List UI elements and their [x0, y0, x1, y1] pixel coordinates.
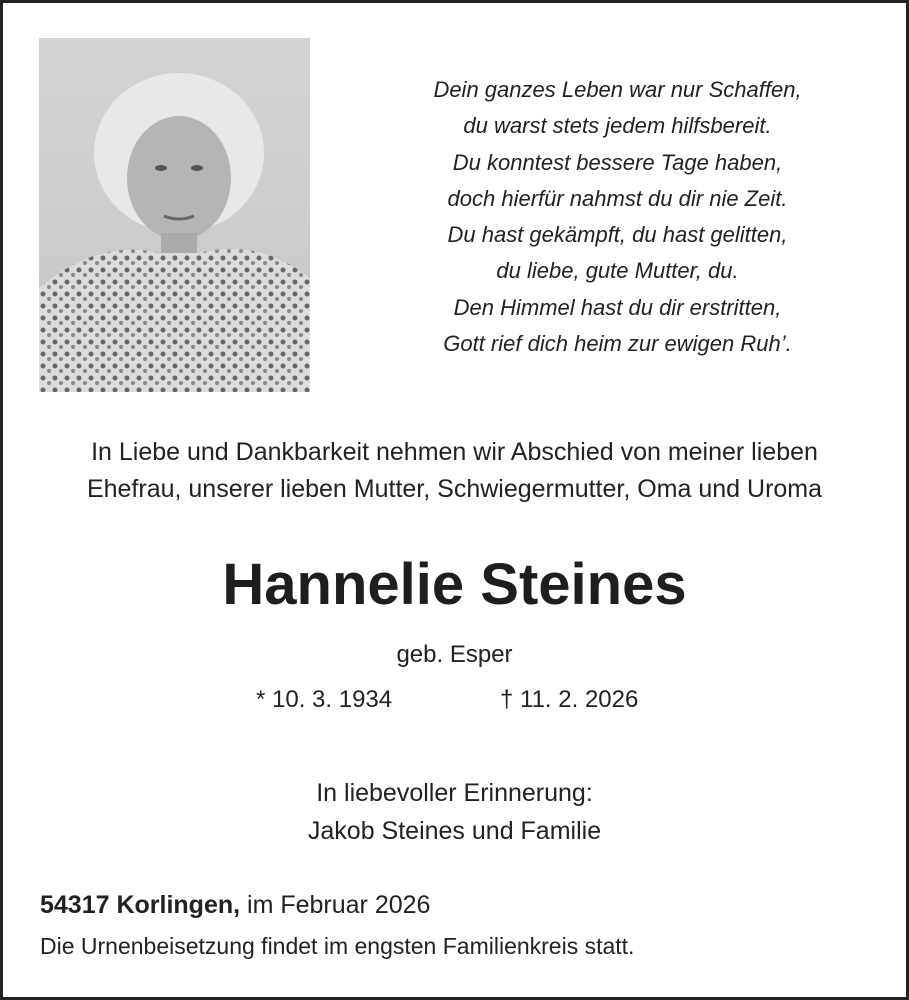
place: 54317 Korlingen, — [40, 891, 241, 919]
poem-line: doch hierfür nahmst du dir nie Zeit. — [447, 185, 788, 211]
date: im Februar 2026 — [240, 891, 431, 919]
burial-note: Die Urnenbeisetzung findet im engsten Familienkreis statt. — [40, 933, 635, 959]
memory-line: In liebevoller Erinnerung: — [316, 779, 593, 807]
poem-line: Den Himmel hast du dir erstritten, — [453, 294, 782, 320]
death-date: † 11. 2. 2026 — [500, 686, 639, 713]
maiden-name: geb. Esper — [396, 641, 513, 668]
poem-line: Dein ganzes Leben war nur Schaffen, — [433, 77, 802, 102]
mourners: Jakob Steines und Familie — [307, 817, 602, 845]
poem-line: Du hast gekämpft, du hast gelitten, — [447, 222, 788, 248]
poem-line: Du konntest bessere Tage haben, — [452, 149, 783, 175]
poem — [360, 72, 875, 362]
intro-text — [0, 434, 909, 508]
poem-line: Gott rief dich heim zur ewigen Ruh’. — [443, 331, 792, 357]
birth-date: * 10. 3. 1934 — [256, 686, 393, 713]
deceased-name: Hannelie Steines — [222, 552, 687, 617]
poem-line: du liebe, gute Mutter, du. — [496, 258, 739, 284]
portrait-photo — [39, 38, 310, 392]
poem-line: du warst stets jedem hilfsbereit. — [463, 113, 772, 139]
intro-line: In Liebe und Dankbarkeit nehmen wir Abschied von meiner lieben — [91, 438, 818, 466]
memory-text — [0, 774, 909, 850]
place-date — [40, 891, 430, 920]
intro-line: Ehefrau, unserer lieben Mutter, Schwiegermutter, Oma und Uroma — [86, 475, 823, 503]
